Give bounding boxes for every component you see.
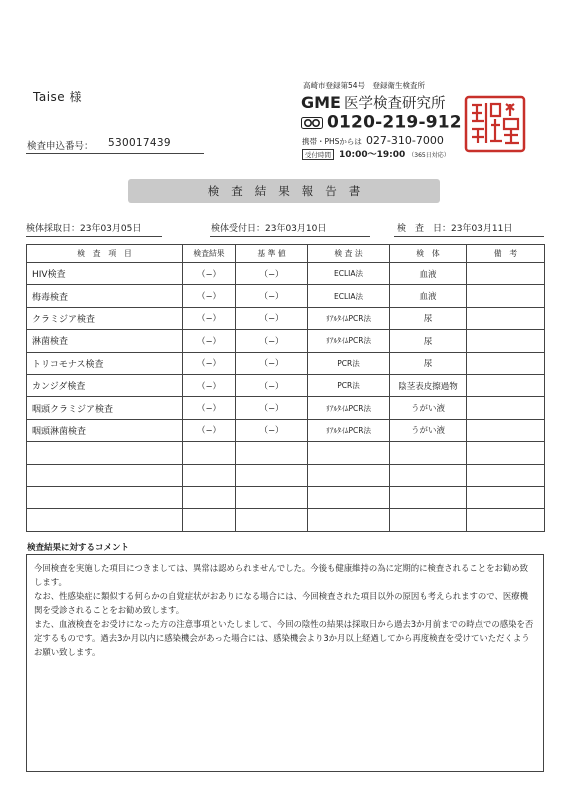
specimen: 尿 bbox=[390, 307, 467, 329]
remarks bbox=[467, 464, 545, 486]
reference-value: （−） bbox=[236, 263, 308, 285]
test-item: クラミジア検査 bbox=[27, 307, 183, 329]
column-header: 検 査 法 bbox=[308, 245, 390, 263]
test-item bbox=[27, 464, 183, 486]
specimen: うがい液 bbox=[390, 419, 467, 441]
test-item: トリコモナス検査 bbox=[27, 352, 183, 374]
remarks bbox=[467, 419, 545, 441]
hours-note: （365日対応） bbox=[408, 152, 450, 159]
test-item: 咽頭淋菌検査 bbox=[27, 419, 183, 441]
report-title-bar bbox=[128, 179, 440, 203]
test-result bbox=[183, 464, 236, 486]
table-row bbox=[27, 352, 545, 374]
divider bbox=[394, 236, 544, 237]
lab-seal-stamp bbox=[464, 95, 526, 153]
reference-value: （−） bbox=[236, 352, 308, 374]
table-row bbox=[27, 374, 545, 396]
test-method bbox=[308, 464, 390, 486]
test-method: PCR法 bbox=[308, 374, 390, 396]
table-header-row bbox=[27, 245, 545, 263]
test-result: （−） bbox=[183, 419, 236, 441]
test-item bbox=[27, 486, 183, 508]
test-method: ﾘｱﾙﾀｲﾑPCR法 bbox=[308, 397, 390, 419]
column-header: 検 体 bbox=[390, 245, 467, 263]
test-item: 咽頭クラミジア検査 bbox=[27, 397, 183, 419]
mobile-label: 携帯・PHSからは bbox=[302, 137, 362, 146]
test-result: （−） bbox=[183, 330, 236, 352]
table-row bbox=[27, 307, 545, 329]
test-method bbox=[308, 509, 390, 531]
test-method: ECLIA法 bbox=[308, 285, 390, 307]
column-header: 備 考 bbox=[467, 245, 545, 263]
test-method: ECLIA法 bbox=[308, 263, 390, 285]
test-item bbox=[27, 509, 183, 531]
table-row bbox=[27, 464, 545, 486]
test-result: （−） bbox=[183, 352, 236, 374]
lab-name bbox=[301, 92, 445, 113]
table-row bbox=[27, 285, 545, 307]
remarks bbox=[467, 285, 545, 307]
divider bbox=[26, 153, 204, 154]
test-result: （−） bbox=[183, 397, 236, 419]
table-row bbox=[27, 397, 545, 419]
comment-paragraph: 今回検査を実施した項目につきましては、異常は認められませんでした。今後も健康維持の為に定期的に検査されることをお勧め致します。 bbox=[34, 563, 528, 587]
test-item: HIV検査 bbox=[27, 263, 183, 285]
table-row bbox=[27, 442, 545, 464]
remarks bbox=[467, 397, 545, 419]
reference-value: （−） bbox=[236, 307, 308, 329]
test-item: カンジダ検査 bbox=[27, 374, 183, 396]
table-row bbox=[27, 263, 545, 285]
remarks bbox=[467, 352, 545, 374]
reference-value bbox=[236, 464, 308, 486]
test-method bbox=[308, 442, 390, 464]
test-method: PCR法 bbox=[308, 352, 390, 374]
specimen bbox=[390, 486, 467, 508]
hours-time: 10:00～19:00 bbox=[339, 150, 406, 160]
comment-paragraph: また、血液検査をお受けになった方の注意事項といたしまして、今回の陰性の結果は採取日から過去3か月前までの時点での感染を否定するものです。過去3か月以内に感染機会があった場合には、感染機会より3か月以上経過してから再度検査を受けていただくようお願い致します。 bbox=[34, 619, 534, 657]
remarks bbox=[467, 509, 545, 531]
results-table bbox=[26, 244, 545, 532]
reference-value: （−） bbox=[236, 397, 308, 419]
divider bbox=[210, 236, 370, 237]
mobile-number: 027-310-7000 bbox=[365, 134, 444, 147]
specimen: うがい液 bbox=[390, 397, 467, 419]
reference-value bbox=[236, 442, 308, 464]
specimen bbox=[390, 509, 467, 531]
table-row bbox=[27, 509, 545, 531]
remarks bbox=[467, 374, 545, 396]
specimen: 血液 bbox=[390, 285, 467, 307]
lab-name-text: 医学検査研究所 bbox=[343, 96, 446, 112]
reference-value: （−） bbox=[236, 285, 308, 307]
specimen: 血液 bbox=[390, 263, 467, 285]
test-item bbox=[27, 442, 183, 464]
reference-value: （−） bbox=[236, 419, 308, 441]
phone-number: 0120-219-912 bbox=[327, 112, 462, 133]
test-result: （−） bbox=[183, 307, 236, 329]
table-row bbox=[27, 419, 545, 441]
test-item: 梅毒検査 bbox=[27, 285, 183, 307]
received-date: 検体受付日：23年03月10日 bbox=[211, 224, 327, 234]
remarks bbox=[467, 486, 545, 508]
free-dial-icon bbox=[301, 117, 323, 129]
collection-date: 検体採取日：23年03月05日 bbox=[26, 224, 142, 234]
specimen: 尿 bbox=[390, 330, 467, 352]
test-method bbox=[308, 486, 390, 508]
column-header: 検 査 項 目 bbox=[27, 245, 183, 263]
divider bbox=[26, 236, 162, 237]
lab-brand: GME bbox=[301, 93, 341, 112]
reference-value: （−） bbox=[236, 374, 308, 396]
test-result bbox=[183, 486, 236, 508]
reference-value bbox=[236, 509, 308, 531]
table-row bbox=[27, 330, 545, 352]
test-result: （−） bbox=[183, 374, 236, 396]
test-result bbox=[183, 442, 236, 464]
patient-name: Taise 様 bbox=[33, 90, 82, 104]
hours-badge: 受付時間 bbox=[302, 149, 334, 160]
test-result: （−） bbox=[183, 285, 236, 307]
lab-registration: 高崎市登録第54号 登録衛生検査所 bbox=[303, 81, 426, 90]
remarks bbox=[467, 330, 545, 352]
mobile-contact bbox=[302, 134, 444, 147]
application-number-label: 検査申込番号： bbox=[27, 141, 94, 152]
specimen: 尿 bbox=[390, 352, 467, 374]
comment-heading: 検査結果に対するコメント bbox=[27, 543, 130, 553]
test-result: （−） bbox=[183, 263, 236, 285]
lab-phone bbox=[301, 112, 462, 133]
test-date: 検 査 日：23年03月11日 bbox=[397, 224, 513, 234]
remarks bbox=[467, 307, 545, 329]
column-header: 基 準 値 bbox=[236, 245, 308, 263]
comment-box bbox=[26, 554, 544, 772]
specimen: 陰茎表皮擦過物 bbox=[390, 374, 467, 396]
test-result bbox=[183, 509, 236, 531]
test-item: 淋菌検査 bbox=[27, 330, 183, 352]
test-method: ﾘｱﾙﾀｲﾑPCR法 bbox=[308, 307, 390, 329]
reference-value bbox=[236, 486, 308, 508]
report-title: 検査結果報告書 bbox=[207, 184, 373, 198]
comment-paragraph: なお、性感染症に類似する何らかの自覚症状がおありになる場合には、今回検査された項目以外の原因も考えられますので、医療機関を受診されることをお勧め致します。 bbox=[34, 591, 528, 615]
column-header: 検査結果 bbox=[183, 245, 236, 263]
reference-value: （−） bbox=[236, 330, 308, 352]
test-method: ﾘｱﾙﾀｲﾑPCR法 bbox=[308, 419, 390, 441]
specimen bbox=[390, 442, 467, 464]
business-hours bbox=[302, 147, 450, 160]
remarks bbox=[467, 263, 545, 285]
application-number: 530017439 bbox=[108, 137, 171, 149]
remarks bbox=[467, 442, 545, 464]
specimen bbox=[390, 464, 467, 486]
test-method: ﾘｱﾙﾀｲﾑPCR法 bbox=[308, 330, 390, 352]
table-row bbox=[27, 486, 545, 508]
